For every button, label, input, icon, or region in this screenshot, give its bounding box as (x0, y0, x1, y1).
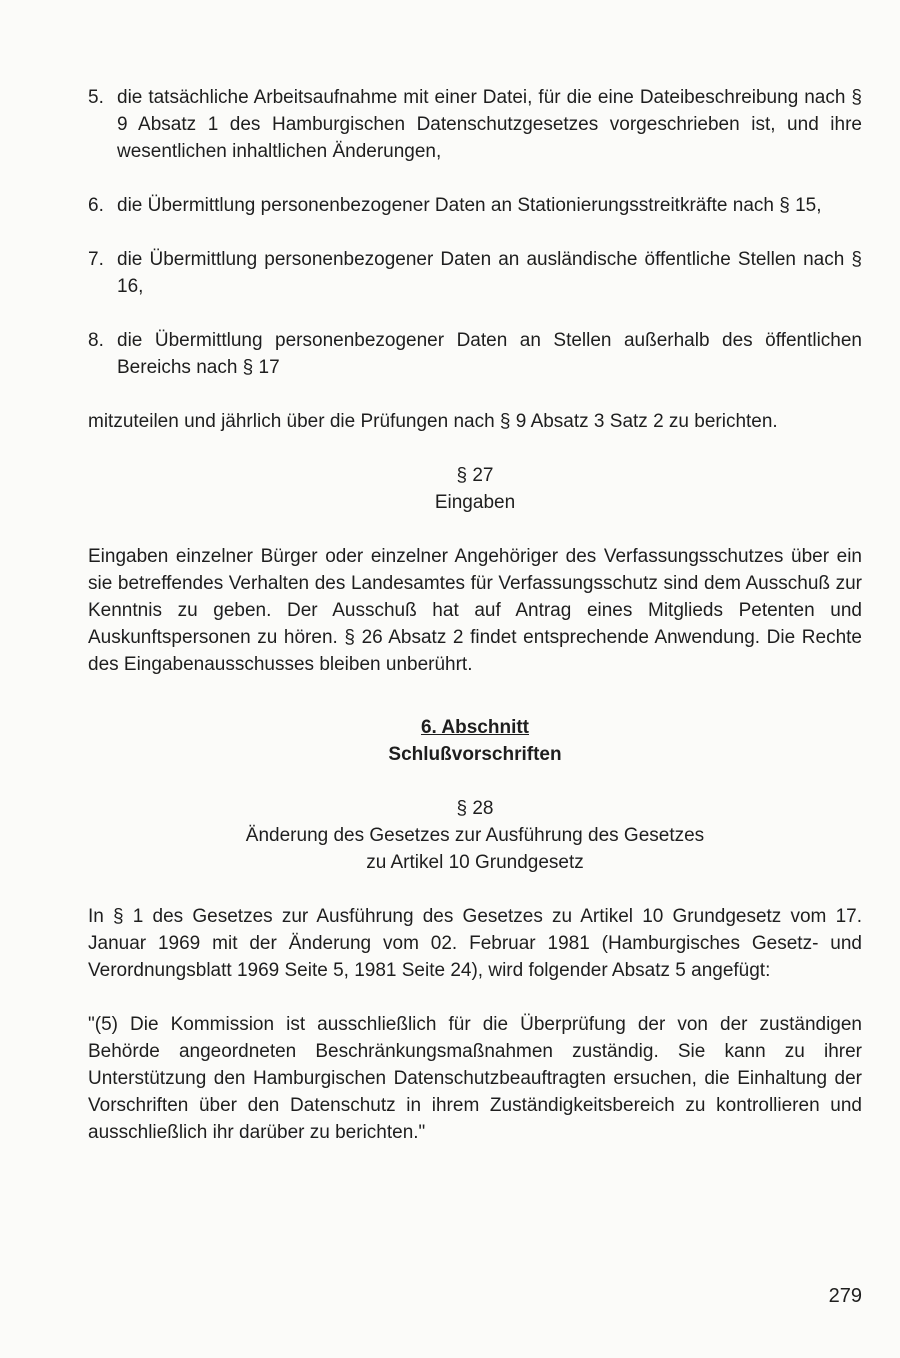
list-item-number: 5. (88, 87, 104, 108)
list-item-text: die Übermittlung personenbezogener Daten an Stationierungsstreitkräfte nach § 15, (117, 195, 822, 216)
list-item-number: 8. (88, 330, 104, 351)
list-item (88, 327, 862, 381)
chapter-heading (88, 714, 862, 768)
paragraph-eingaben: Eingaben einzelner Bürger oder einzelner Angehöriger des Verfassungsschutzes über ein sie betreffendes Verhalten des Landesamtes für Verfassungsschutz sind dem Ausschuß zur Kenntnis zu geben. Der Ausschuß hat auf Antrag eines Mitglieds Petenten und Auskunftspersonen zu hören. § 26 Absatz 2 findet entsprechende Anwendung. Die Rechte des Eingabenausschusses bleiben unberührt. (88, 546, 862, 675)
section-27-number: § 27 (456, 465, 494, 486)
section-27-title: Eingaben (434, 492, 516, 513)
list-item-number: 6. (88, 195, 104, 216)
list-item-number: 7. (88, 249, 104, 270)
list-item-text: die Übermittlung personenbezogener Daten an Stellen außerhalb des öffentlichen Bereichs nach § 17 (117, 330, 862, 378)
paragraph-mitzuteilen: mitzuteilen und jährlich über die Prüfungen nach § 9 Absatz 3 Satz 2 zu berichten. (88, 411, 778, 432)
section-27-heading (88, 462, 862, 516)
section-28-heading (88, 795, 862, 876)
chapter-number: 6. Abschnitt (420, 717, 530, 738)
section-28-title-line2: zu Artikel 10 Grundgesetz (366, 852, 584, 873)
page-number: 279 (828, 1285, 862, 1307)
numbered-list (88, 84, 862, 381)
list-item (88, 246, 862, 300)
list-item-text: die Übermittlung personenbezogener Daten an ausländische öffentliche Stellen nach § 16, (117, 249, 862, 297)
chapter-title: Schlußvorschriften (388, 744, 562, 765)
document-page (88, 84, 862, 1146)
list-item (88, 84, 862, 165)
section-28-title-line1: Änderung des Gesetzes zur Ausführung des Gesetzes (245, 825, 705, 846)
list-item (88, 192, 862, 219)
paragraph-amendment: In § 1 des Gesetzes zur Ausführung des Gesetzes zu Artikel 10 Grundgesetz vom 17. Januar 1969 mit der Änderung vom 02. Februar 1981 (Hamburgisches Gesetz- und Verordnungsblatt 1969 Seite 5, 1981 Seite 24), wird folgender Absatz 5 angefügt: (88, 906, 862, 981)
section-28-number: § 28 (456, 798, 494, 819)
paragraph-quote: "(5) Die Kommission ist ausschließlich für die Überprüfung der von der zuständigen Behörde angeordneten Beschränkungsmaßnahmen zuständig. Sie kann zu ihrer Unterstützung den Hamburgischen Datenschutzbeauftragten ersuchen, die Einhaltung der Vorschriften über den Datenschutz in ihrem Zuständigkeitsbereich zu kontrollieren und ausschließlich ihr darüber zu berichten." (88, 1014, 862, 1143)
list-item-text: die tatsächliche Arbeitsaufnahme mit einer Datei, für die eine Dateibeschreibung nach § 9 Absatz 1 des Hamburgischen Datenschutzgesetzes vorgeschrieben ist, und ihre wesentlichen inhaltlichen Änderungen, (117, 87, 862, 162)
